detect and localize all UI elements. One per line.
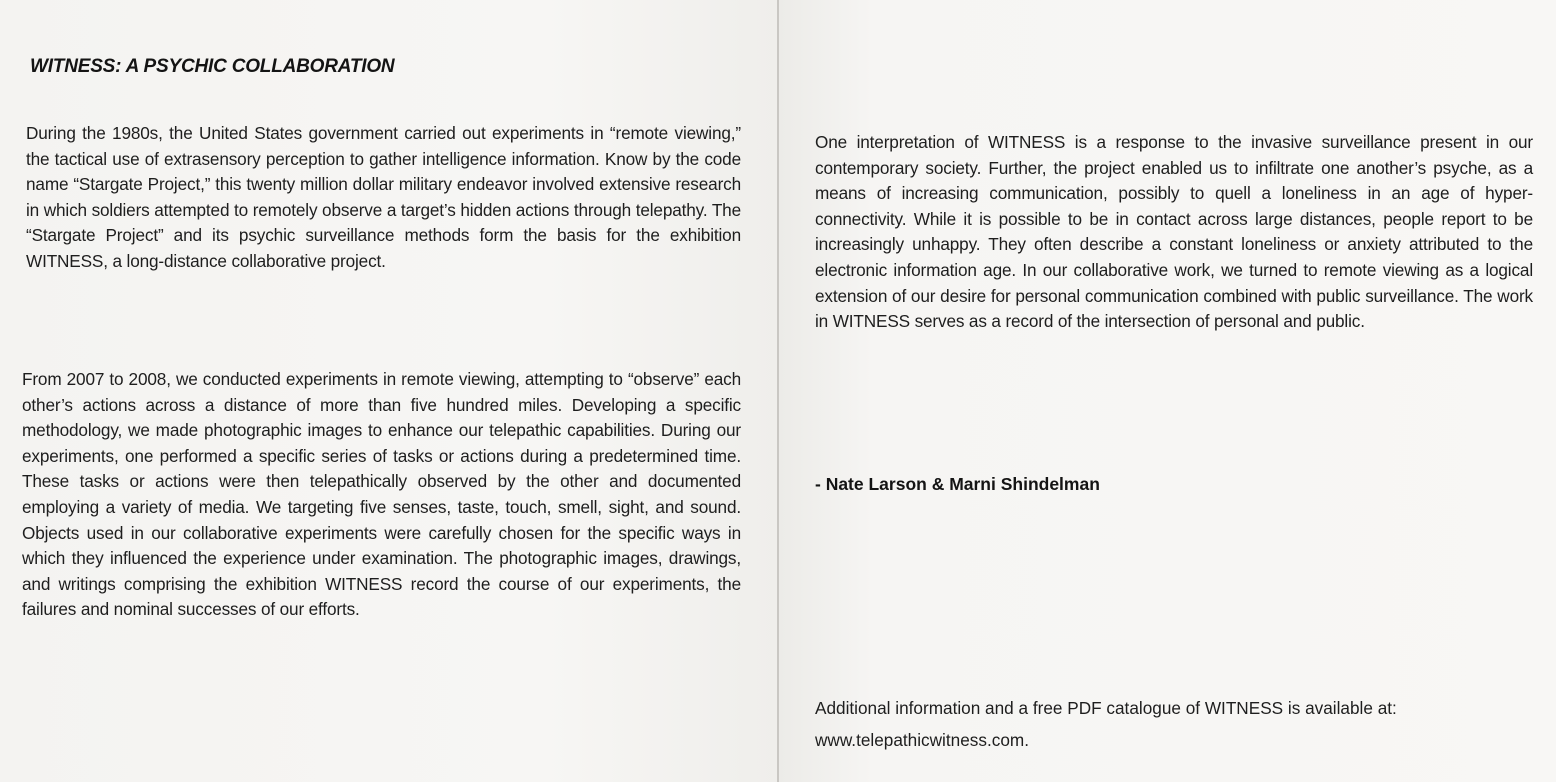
catalogue-note-text: Additional information and a free PDF catalogue of WITNESS is available at: [815, 698, 1397, 718]
intro-paragraph: During the 1980s, the United States government carried out experiments in “remote viewing,” the tactical use of extrasensory perception to gather intelligence information. Know by the code name “Stargate Project,” this twenty million dollar military endeavor involved extensive research in which soldiers attempted to remotely observe a target’s hidden actions through telepathy. The “Stargate Project” and its psychic surveillance methods form the basis for the exhibition WITNESS, a long-distance collaborative project. [26, 123, 741, 271]
catalogue-url[interactable]: www.telepathicwitness.com. [815, 730, 1029, 750]
author-signature: - Nate Larson & Marni Shindelman [815, 474, 1100, 494]
interpretation-paragraph: One interpretation of WITNESS is a response to the invasive surveillance present in our contemporary society. Further, the project enabled us to infiltrate one another’s psyche, as a means of increasing communication, possibly to quell a loneliness in an age of hyper-connectivity. While it is possible to be in contact across large distances, people report to be increasingly unhappy. They often describe a constant loneliness or anxiety attributed to the electronic information age. In our collaborative work, we turned to remote viewing as a logical extension of our desire for personal communication combined with public surveillance. The work in WITNESS serves as a record of the intersection of personal and public. [815, 132, 1533, 332]
experiments-paragraph: From 2007 to 2008, we conducted experiments in remote viewing, attempting to “observe” each other’s actions across a distance of more than five hundred miles. Developing a specific methodology, we made photographic images to enhance our telepathic capabilities. During our experiments, one performed a specific series of tasks or actions during a predetermined time. These tasks or actions were then telepathically observed by the other and documented employing a variety of media. We targeting five senses, taste, touch, smell, sight, and sound. Objects used in our collaborative experiments were carefully chosen for the specific ways in which they influenced the experience under examination. The photographic images, drawings, and writings comprising the exhibition WITNESS record the course of our experiments, the failures and nominal successes of our efforts. [22, 369, 741, 620]
catalogue-note [815, 692, 1527, 756]
document-title: WITNESS: A PSYCHIC COLLABORATION [30, 56, 395, 77]
right-page [779, 0, 1556, 782]
